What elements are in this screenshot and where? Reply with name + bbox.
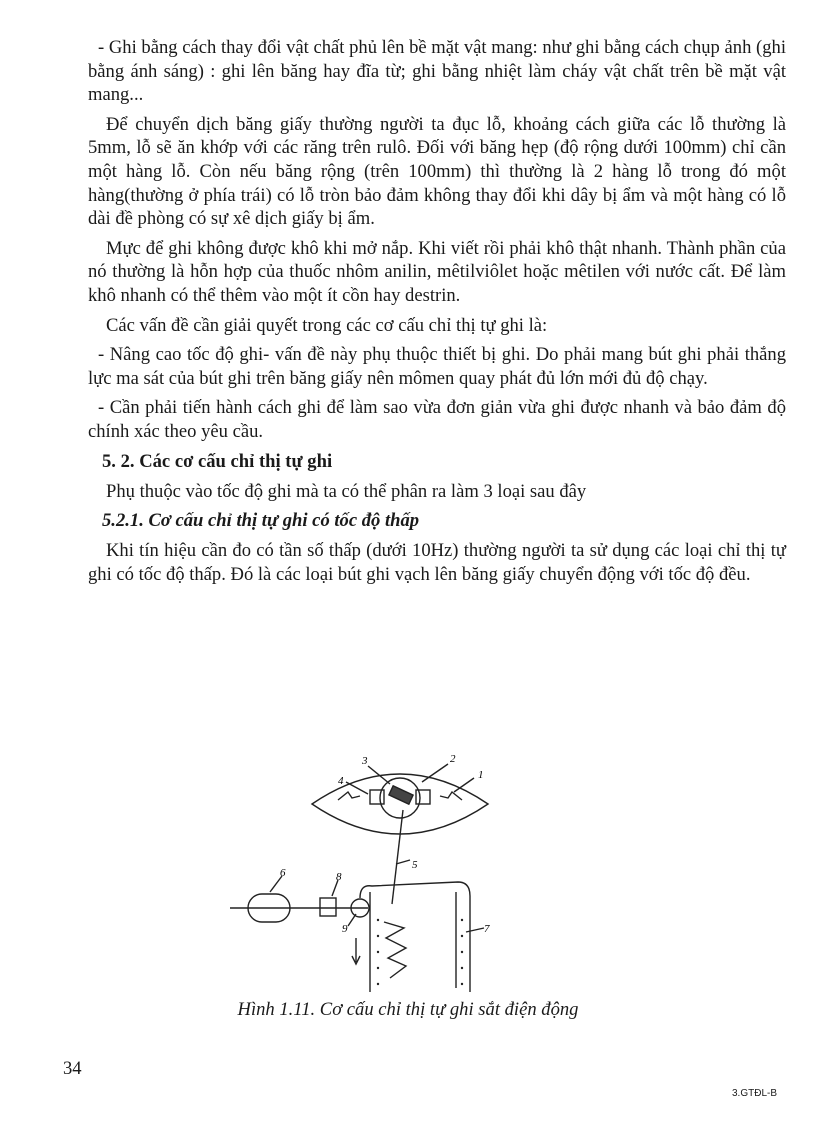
- subsection-text: Khi tín hiệu cần đo có tần số thấp (dưới 10Hz) thường người ta sử dụng các loại chỉ thị tự ghi có tốc độ thấp. Đó là các loại bút ghi vạch lên băng giấy chuyển động với tốc độ đều.: [88, 540, 786, 585]
- paragraph-1: - Ghi bằng cách thay đổi vật chất phủ lên bề mặt vật mang: như ghi bằng cách chụp ảnh (ghi bằng ánh sáng) : ghi lên băng hay đĩa từ; ghi bằng nhiệt làm cháy vật chất trên bề mặt vật mang...: [88, 37, 786, 106]
- label-8: 8: [336, 871, 342, 883]
- figure-caption: Hình 1.11. Cơ cấu chỉ thị tự ghi sắt điện động: [237, 999, 579, 1020]
- coil-left: [370, 790, 384, 804]
- label-9: 9: [342, 923, 348, 935]
- mechanism-diagram: [220, 752, 520, 992]
- pole-right: [440, 792, 462, 800]
- paragraph-5: - Nâng cao tốc độ ghi- vấn đề này phụ thuộc thiết bị ghi. Do phải mang bút ghi phải thắng lực ma sát của bút ghi trên băng giấy nên mômen quay phát đủ lớn mới đủ độ chạy.: [88, 344, 786, 389]
- recorder-mechanism-figure: [220, 752, 520, 992]
- page-number: 34: [63, 1058, 82, 1079]
- label-5: 5: [412, 859, 418, 871]
- moving-vane: [389, 786, 413, 804]
- label-1: 1: [478, 769, 484, 781]
- section-heading: 5. 2. Các cơ cấu chỉ thị tự ghi: [102, 450, 333, 472]
- paragraph-4: Các vấn đề cần giải quyết trong các cơ cấu chỉ thị tự ghi là:: [106, 314, 548, 336]
- section-intro: Phụ thuộc vào tốc độ ghi mà ta có thể phân ra làm 3 loại sau đây: [106, 480, 587, 502]
- subsection-heading: 5.2.1. Cơ cấu chỉ thị tự ghi có tốc độ thấp: [102, 510, 420, 532]
- paper-roll: [360, 882, 470, 992]
- pole-left: [338, 792, 360, 800]
- paragraph-3: Mực để ghi không được khô khi mở nắp. Khi viết rồi phải khô thật nhanh. Thành phần của nó thường là hỗn hợp của thuốc nhôm anilin, mêtilviôlet hoặc mêtilen với nước cất. Để làm khô nhanh có thể thêm vào một ít cồn hay destrin.: [88, 237, 786, 306]
- coil-right: [416, 790, 430, 804]
- label-6: 6: [280, 867, 286, 879]
- page-body: [88, 36, 786, 592]
- label-3: 3: [362, 755, 368, 767]
- recorded-trace: [384, 922, 406, 978]
- pen-arm: [392, 810, 403, 904]
- label-4: 4: [338, 775, 344, 787]
- paragraph-6: - Cần phải tiến hành cách ghi để làm sao vừa đơn giản vừa ghi được nhanh và bảo đảm độ chính xác theo yêu cầu.: [88, 397, 786, 442]
- gearbox: [320, 898, 336, 916]
- label-7: 7: [484, 923, 490, 935]
- footer-code: 3.GTĐL-B: [732, 1088, 778, 1099]
- label-2: 2: [450, 753, 456, 765]
- paragraph-2: Để chuyển dịch băng giấy thường người ta đục lỗ, khoảng cách giữa các lỗ thường là 5mm, lỗ sẽ ăn khớp với các răng trên rulô. Đối với băng hẹp (độ rộng dưới 100mm) chỉ cần một hàng lỗ. Còn nếu băng rộng (trên 100mm) thì thường là 2 hàng lỗ trong đó một hàng(thường ở phía trái) có lỗ tròn bảo đảm không thay đổi khi dây bị ẩm và một hàng có lỗ dài đề phòng có sự xê dịch giấy bị ẩm.: [88, 113, 786, 230]
